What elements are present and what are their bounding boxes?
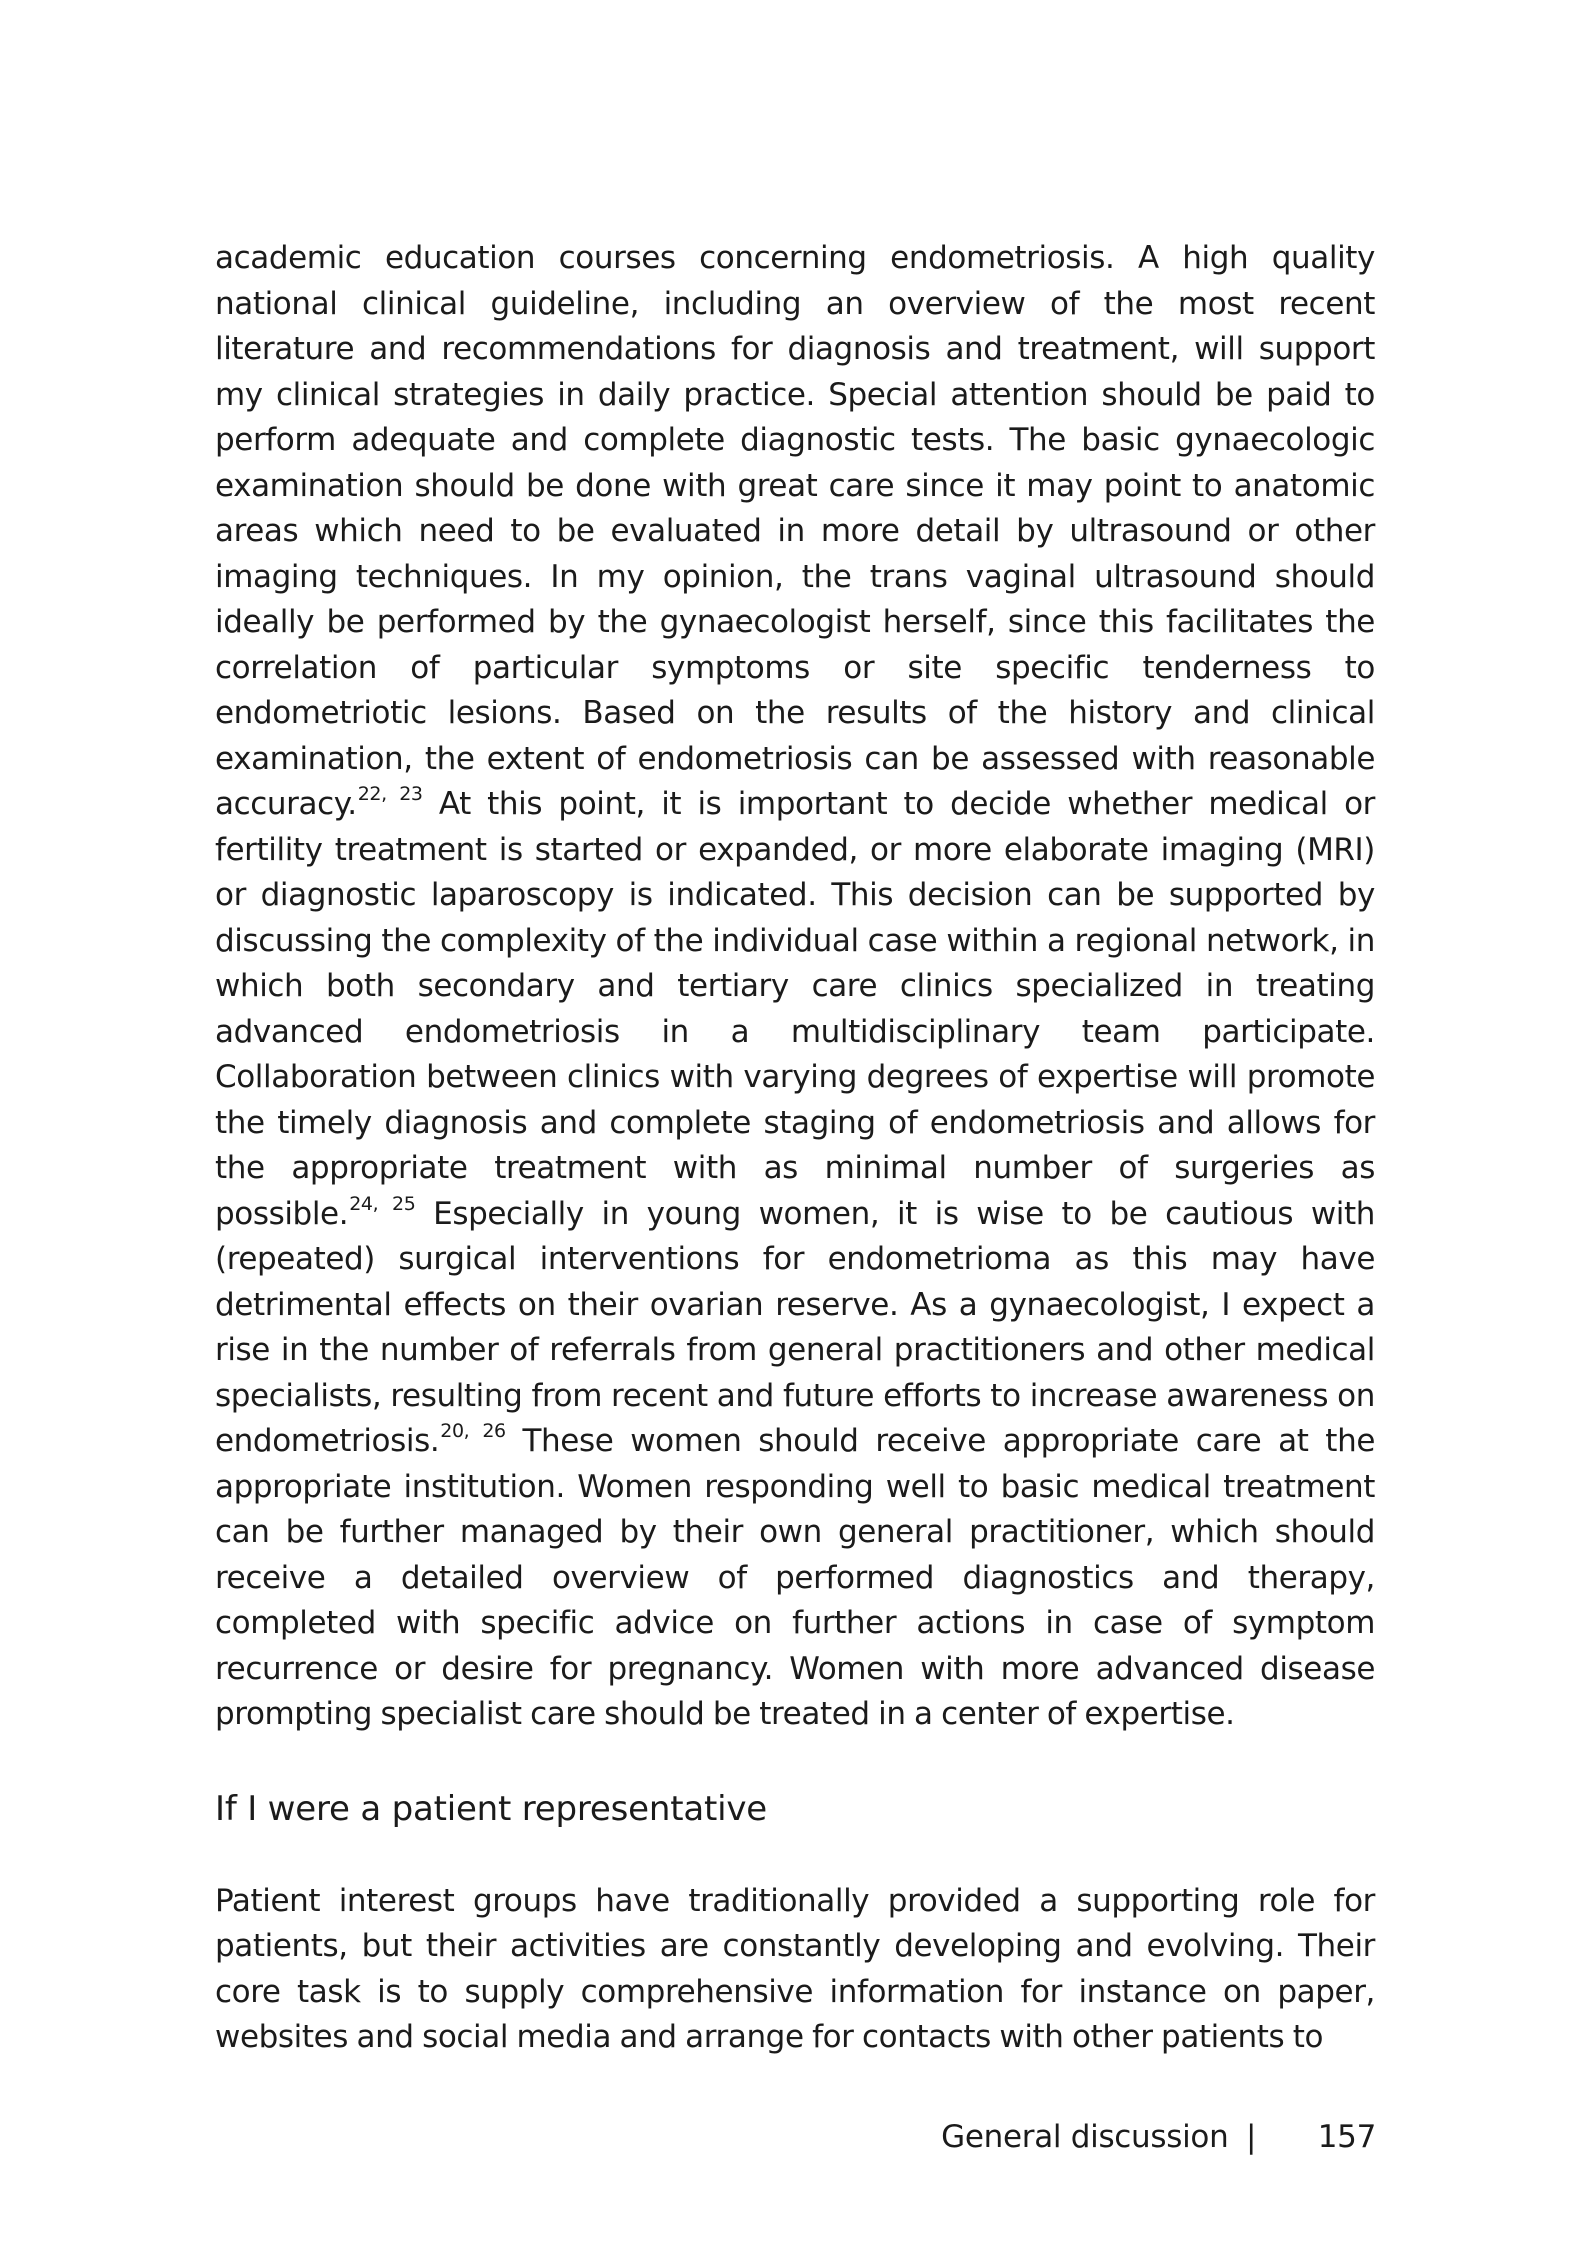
paragraph-text: Patient interest groups have traditionally provided a supporting role for patients, but their activities are constantly developing and evolving. Their core task is to supply comprehensive information for instance on paper, websites and social media and arrange for contacts with other patients to <box>215 1882 1375 2055</box>
paragraph-text: These women should receive appropriate care at the appropriate institution. Women responding well to basic medical treatment can be further managed by their own general practitioner, which should receive a detailed overview of performed diagnostics and therapy, completed with specific advice on further actions in case of symptom recurrence or desire for pregnancy. Women with more advanced disease prompting specialist care should be treated in a center of expertise. <box>215 1423 1375 1732</box>
page-footer <box>941 2117 1376 2157</box>
body-paragraph <box>215 236 1375 1738</box>
body-paragraph <box>215 1879 1375 2061</box>
section-heading: If I were a patient representative <box>215 1788 768 1829</box>
citation-reference: 24, 25 <box>349 1192 416 1215</box>
citation-reference: 20, 26 <box>440 1420 506 1442</box>
citation-reference: 22, 23 <box>357 783 423 805</box>
paragraph-text: Especially in young women, it is wise to be cautious with (repeated) surgical interventions for endometrioma as this may have detrimental effects on their ovarian reserve. As a gynaecologist, I expect a rise in the number of referrals from general practitioners and other medical specialists, resulting from recent and future efforts to increase awareness on endometriosis. <box>215 1195 1375 1459</box>
footer-separator: | <box>1246 2119 1257 2155</box>
running-footer-title: General discussion <box>941 2119 1229 2155</box>
paragraph-text: At this point, it is important to decide whether medical or fertility treatment is started or expanded, or more elaborate imaging (MRI) or diagnostic laparoscopy is indicated. This decision can be supported by discussing the complexity of the individual case within a regional network, in which both secondary and tertiary care clinics specialized in treating advanced endometriosis in a multidisciplinary team participate. Collaboration between clinics with varying degrees of expertise will promote the timely diagnosis and complete staging of endometriosis and allows for the appropriate treatment with as minimal number of surgeries as possible. <box>215 786 1375 1232</box>
page-number: 157 <box>1317 2119 1376 2155</box>
page-content <box>215 236 1375 2061</box>
paragraph-text: academic education courses concerning endometriosis. A high quality national clinical guideline, including an overview of the most recent literature and recommendations for diagnosis and treatment, will support my clinical strategies in daily practice. Special attention should be paid to perform adequate and complete diagnostic tests. The basic gynaecologic examination should be done with great care since it may point to anatomic areas which need to be evaluated in more detail by ultrasound or other imaging techniques. In my opinion, the trans vaginal ultrasound should ideally be performed by the gynaecologist herself, since this facilitates the correlation of particular symptoms or site specific tenderness to endometriotic lesions. Based on the results of the history and clinical examination, the extent of endometriosis can be assessed with reasonable accuracy. <box>215 240 1375 822</box>
